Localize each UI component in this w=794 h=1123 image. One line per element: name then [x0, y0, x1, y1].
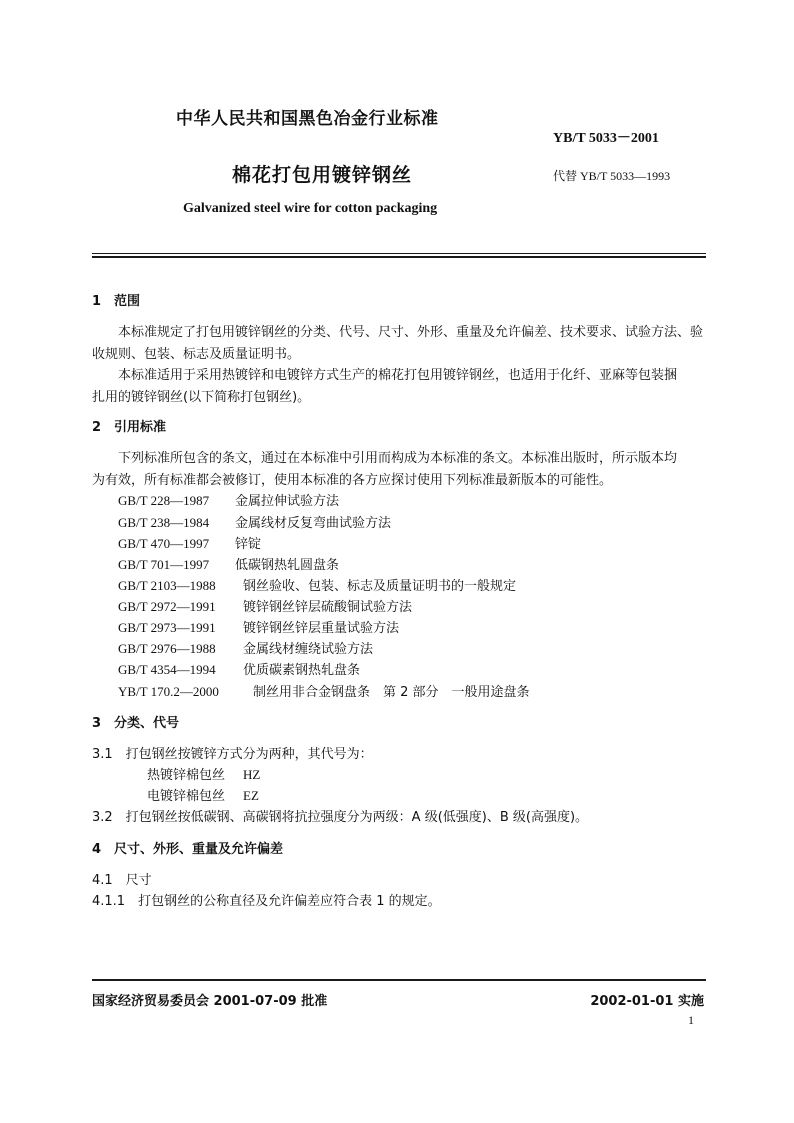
- reference-item: [118, 638, 373, 657]
- clause-4-1-1: 4.1.1 打包钢丝的公称直径及允许偏差应符合表 1 的规定。: [92, 894, 441, 909]
- section-title: 尺寸、外形、重量及允许偏差: [114, 842, 284, 857]
- reference-code: GB/T 228—1987: [118, 493, 210, 508]
- header-rule-thin: [92, 253, 706, 254]
- page-number: 1: [688, 1013, 694, 1027]
- reference-code: GB/T 238—1984: [118, 515, 210, 530]
- reference-name: 钢丝验收、包装、标志及质量证明书的一般规定: [243, 579, 517, 594]
- effective-date: 2002-01-01 实施: [590, 994, 704, 1009]
- reference-code: GB/T 2976—1988: [118, 641, 216, 656]
- paragraph-line: 下列标准所包含的条文，通过在本标准中引用而构成为本标准的条文。本标准出版时，所示版本均: [118, 451, 678, 466]
- section-2-heading: [92, 416, 166, 435]
- section-title: 引用标准: [114, 420, 167, 435]
- reference-name: 金属线材缠绕试验方法: [243, 642, 374, 657]
- reference-item: [118, 681, 530, 700]
- type-name: 电镀锌棉包丝: [147, 789, 226, 804]
- reference-item: [118, 575, 516, 594]
- type-code: HZ: [243, 767, 261, 782]
- standard-number: YB/T 5033－2001: [553, 131, 659, 146]
- type-name: 热镀锌棉包丝: [147, 768, 226, 783]
- reference-code: GB/T 2972—1991: [118, 599, 216, 614]
- reference-code: GB/T 470—1997: [118, 536, 210, 551]
- paragraph-line: 本标准规定了打包用镀锌钢丝的分类、代号、尺寸、外形、重量及允许偏差、技术要求、试验方法、验: [118, 325, 704, 340]
- section-number: 2: [92, 420, 102, 435]
- section-number: 4: [92, 842, 102, 857]
- paragraph-line: 本标准适用于采用热镀锌和电镀锌方式生产的棉花打包用镀锌钢丝，也适用于化纤、亚麻等包装捆: [118, 368, 678, 383]
- reference-name: 优质碳素钢热轧盘条: [243, 663, 361, 678]
- reference-item: [118, 617, 399, 636]
- paragraph-line: 收规则、包装、标志及质量证明书。: [92, 347, 301, 362]
- section-title: 范围: [114, 294, 141, 309]
- reference-name: 镀锌钢丝锌层硫酸铜试验方法: [243, 600, 413, 615]
- paragraph-line: 为有效，所有标准都会被修订，使用本标准的各方应探讨使用下列标准最新版本的可能性。: [92, 473, 613, 488]
- reference-code: GB/T 2973—1991: [118, 620, 216, 635]
- section-number: 3: [92, 716, 102, 731]
- reference-code: GB/T 701—1997: [118, 557, 210, 572]
- reference-name: 金属线材反复弯曲试验方法: [235, 516, 392, 531]
- reference-name: 锌锭: [235, 537, 262, 552]
- type-item-hz: [147, 764, 260, 783]
- header-rule-thick: [92, 256, 706, 258]
- reference-item: [118, 533, 261, 552]
- section-number: 1: [92, 294, 102, 309]
- reference-code: GB/T 4354—1994: [118, 662, 216, 677]
- section-3-heading: [92, 712, 179, 731]
- clause-3-2: 3.2 打包钢丝按低碳钢、高碳钢将抗拉强度分为两级：A 级(低强度)、B 级(高强度)。: [92, 810, 589, 825]
- clause-3-1: 3.1 打包钢丝按镀锌方式分为两种，其代号为：: [92, 747, 373, 762]
- reference-item: [118, 490, 339, 509]
- type-item-ez: [147, 785, 259, 804]
- paragraph-line: 扎用的镀锌钢丝(以下简称打包钢丝)。: [92, 390, 311, 405]
- english-title: Galvanized steel wire for cotton packaging: [183, 201, 438, 216]
- reference-name: 低碳钢热轧圆盘条: [235, 558, 340, 573]
- reference-item: [118, 659, 360, 678]
- replaces-standard: 代替 YB/T 5033—1993: [553, 169, 671, 183]
- reference-item: [118, 554, 339, 573]
- clause-4-1: 4.1 尺寸: [92, 873, 152, 888]
- approval-statement: 国家经济贸易委员会 2001-07-09 批准: [92, 994, 328, 1009]
- reference-name: 制丝用非合金钢盘条 第 2 部分 一般用途盘条: [253, 685, 530, 700]
- reference-code: GB/T 2103—1988: [118, 578, 216, 593]
- reference-item: [118, 596, 412, 615]
- footer-rule: [92, 979, 706, 981]
- document-title: 棉花打包用镀锌钢丝: [232, 164, 413, 186]
- section-1-heading: [92, 290, 140, 309]
- reference-code: YB/T 170.2—2000: [118, 684, 219, 699]
- issuing-organization: 中华人民共和国黑色冶金行业标准: [176, 109, 439, 129]
- section-title: 分类、代号: [114, 716, 180, 731]
- reference-item: [118, 512, 391, 531]
- type-code: EZ: [243, 788, 259, 803]
- section-4-heading: [92, 838, 283, 857]
- reference-name: 镀锌钢丝锌层重量试验方法: [243, 621, 400, 636]
- reference-name: 金属拉伸试验方法: [235, 494, 340, 509]
